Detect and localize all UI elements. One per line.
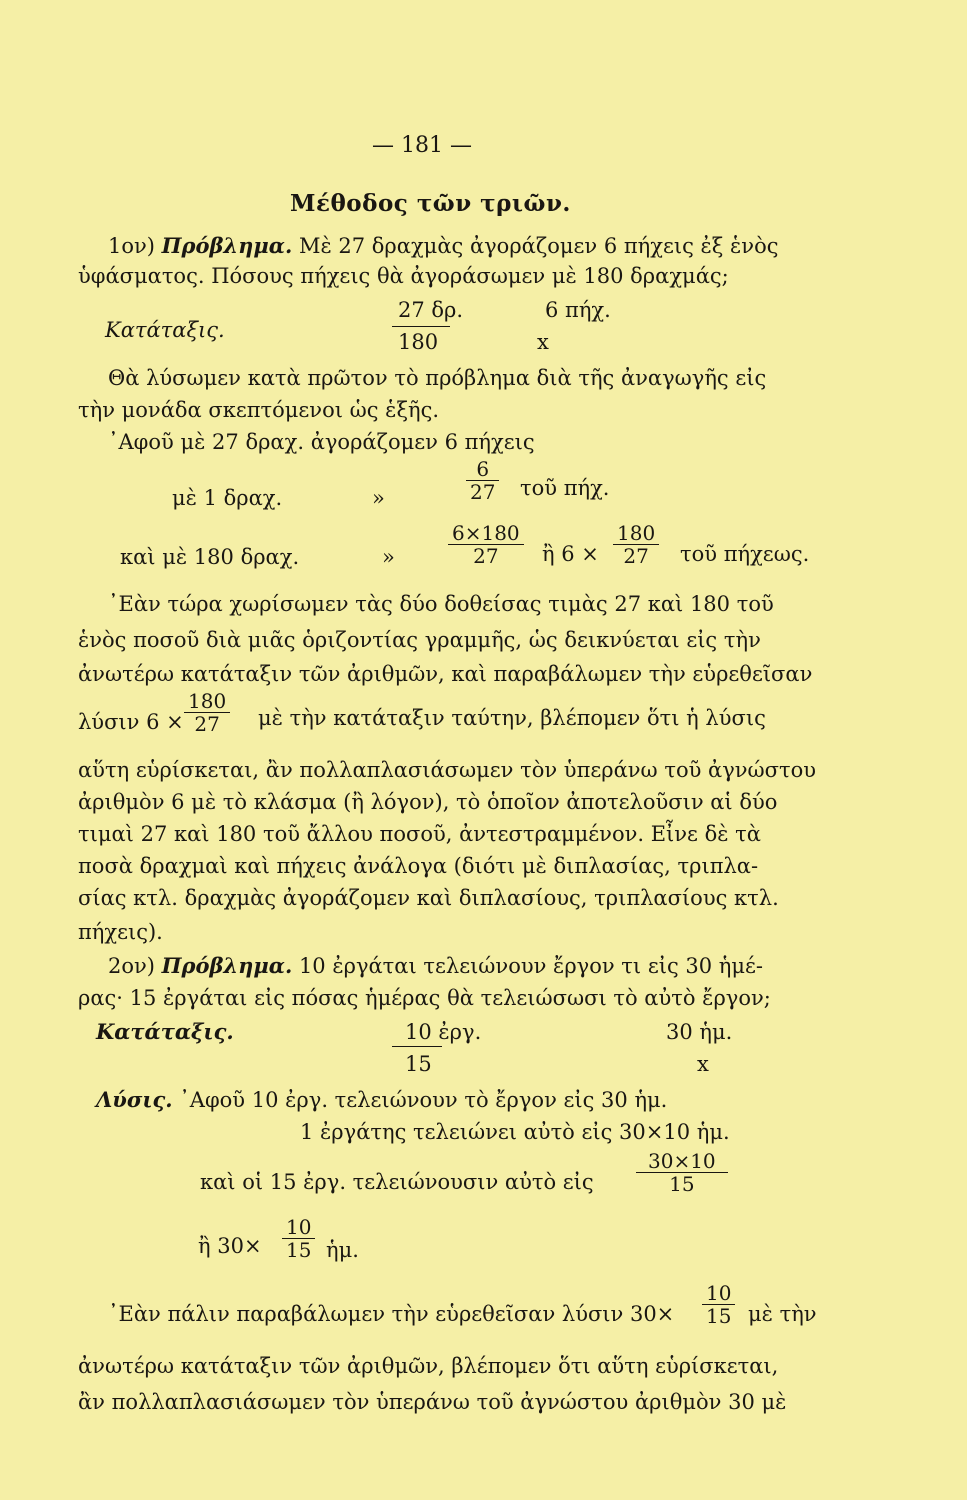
problem-1-label: 1ον) [108,234,155,258]
para-1-line-3: ᾿Αφοῦ μὲ 27 δραχ. ἀγοράζομεν 6 πήχεις [108,430,535,454]
problem-1-text-1: Μὲ 27 δραχμὰς ἀγοράζομεν 6 πήχεις ἐξ ἑνὸς [298,234,779,258]
problem-2-line-1 [108,952,763,980]
arrangement-1-bottom-left: 180 [398,330,439,354]
step-1-numerator: 6 [476,457,490,481]
arrangement-1-label: Κατάταξις. [105,318,225,342]
solution-line-3-fraction [636,1150,728,1195]
arrangement-1-bottom-right: x [537,330,549,354]
step-2-denominator-2: 27 [623,544,649,568]
para-2-line-4-tail: μὲ τὴν κατάταξιν ταύτην, βλέπομεν ὅτι ἡ λύσις [258,706,766,730]
para-2-line-4-fraction [184,690,230,735]
para-2-line-8: ποσὰ δραχμαὶ καὶ πήχεις ἀνάλογα (διότι μὲ διπλασίας, τριπλα- [78,854,759,878]
para-3-line-1-denominator: 15 [706,1304,732,1328]
arrangement-1-top-right: 6 πήχ. [545,298,611,322]
para-2-line-4-lead: λύσιν 6 × [78,710,184,734]
para-1-line-1: Θὰ λύσωμεν κατὰ πρῶτον τὸ πρόβλημα διὰ τῆς ἀναγωγῆς εἰς [108,366,767,390]
step-1-lead: μὲ 1 δραχ. [172,486,283,510]
arrangement-1-top-left: 27 δρ. [398,298,464,322]
solution-line-4-fraction [282,1216,315,1261]
para-2-line-7: τιμαὶ 27 καὶ 180 τοῦ ἄλλου ποσοῦ, ἀντεστραμμένον. Εἶνε δὲ τὰ [78,822,761,846]
solution-line-4-tail: ἡμ. [326,1238,359,1262]
para-2-line-6: ἀριθμὸν 6 μὲ τὸ κλάσμα (ἢ λόγον), τὸ ὁποῖον ἀποτελοῦσιν αἱ δύο [78,790,778,814]
step-1-fraction [466,458,499,503]
para-3-line-3: ἂν πολλαπλασιάσωμεν τὸν ὑπεράνω τοῦ ἀγνώστου ἀριθμὸν 30 μὲ [78,1390,787,1414]
page-number: — 181 — [372,133,472,158]
step-2-marker: » [382,545,395,569]
arrangement-2-label: Κατάταξις. [96,1019,234,1044]
problem-2-label: 2ον) [108,954,155,978]
para-3-line-1-tail: μὲ τὴν [748,1302,817,1326]
para-2-line-1: ᾿Εὰν τώρα χωρίσωμεν τὰς δύο δοθείσας τιμὰς 27 καὶ 180 τοῦ [108,592,774,616]
solution-line-3-lead: καὶ οἱ 15 ἐργ. τελειώνουσιν αὐτὸ εἰς [200,1170,594,1194]
problem-2-text-1: 10 ἐργάται τελειώνουν ἔργον τι εἰς 30 ἡμέ- [298,954,763,978]
para-2-line-9: σίας κτλ. δραχμὰς ἀγοράζομεν καὶ διπλασίους, τριπλασίους κτλ. [78,886,779,910]
problem-1-line-1 [108,232,778,260]
step-2-denominator-1: 27 [473,544,499,568]
step-1-marker: » [372,486,385,510]
solution-line-2: 1 ἐργάτης τελειώνει αὐτὸ εἰς 30×10 ἡμ. [300,1120,730,1144]
step-1-tail: τοῦ πήχ. [520,476,610,500]
arrangement-2-divider [392,1046,442,1047]
para-3-line-2: ἀνωτέρω κατάταξιν τῶν ἀριθμῶν, βλέπομεν ὅτι αὕτη εὑρίσκεται, [78,1354,779,1378]
solution-line-4-denominator: 15 [286,1238,312,1262]
para-2-line-4-numerator: 180 [188,689,227,713]
step-2-tail: τοῦ πήχεως. [680,542,810,566]
step-2-numerator-2: 180 [617,521,656,545]
arrangement-2-bottom-left: 15 [405,1052,432,1076]
problem-2-line-2: ρας· 15 ἐργάται εἰς πόσας ἡμέρας θὰ τελειώσωσι τὸ αὐτὸ ἔργον; [78,986,771,1010]
problem-1-title: Πρόβλημα. [161,233,293,258]
step-2-fraction-1 [448,522,524,567]
solution-label: Λύσις. [96,1087,173,1112]
arrangement-2-top-right: 30 ἡμ. [666,1020,733,1044]
para-3-line-1-fraction [702,1282,735,1327]
solution-line-3-denominator: 15 [669,1172,695,1196]
solution-line-1 [96,1086,667,1114]
solution-line-4-lead: ἢ 30× [198,1234,262,1258]
arrangement-2-top-left: 10 ἐργ. [405,1020,482,1044]
problem-1-line-2: ὑφάσματος. Πόσους πήχεις θὰ ἀγοράσωμεν μὲ 180 δραχμάς; [78,264,729,288]
arrangement-2-bottom-right: x [697,1052,709,1076]
step-2-lead: καὶ μὲ 180 δραχ. [120,545,300,569]
step-2-fraction-2 [613,522,659,567]
arrangement-1-divider [392,326,450,327]
solution-text-1: ᾿Αφοῦ 10 ἐργ. τελειώνουν τὸ ἔργον εἰς 30 ἡμ. [179,1088,668,1112]
solution-line-4-numerator: 10 [286,1215,312,1239]
para-3-line-1-lead: ᾿Εὰν πάλιν παραβάλωμεν τὴν εὑρεθεῖσαν λύσιν 30× [108,1302,675,1326]
para-2-line-5: αὕτη εὑρίσκεται, ἂν πολλαπλασιάσωμεν τὸν ὑπεράνω τοῦ ἀγνώστου [78,758,817,782]
para-1-line-2: τὴν μονάδα σκεπτόμενοι ὡς ἑξῆς. [78,398,440,422]
para-2-line-4-denominator: 27 [194,712,220,736]
problem-2-title: Πρόβλημα. [161,953,293,978]
solution-line-3-numerator: 30×10 [648,1149,716,1173]
step-2-numerator-1: 6×180 [452,521,520,545]
para-3-line-1-numerator: 10 [706,1281,732,1305]
para-2-line-10: πήχεις). [78,920,163,944]
step-2-middle: ἢ 6 × [542,542,599,566]
para-2-line-2: ἑνὸς ποσοῦ διὰ μιᾶς ὁριζοντίας γραμμῆς, ὡς δεικνύεται εἰς τὴν [78,628,761,652]
step-1-denominator: 27 [470,480,496,504]
para-2-line-3: ἀνωτέρω κατάταξιν τῶν ἀριθμῶν, καὶ παραβάλωμεν τὴν εὑρεθεῖσαν [78,662,813,686]
section-title: Μέθοδος τῶν τριῶν. [290,190,571,217]
